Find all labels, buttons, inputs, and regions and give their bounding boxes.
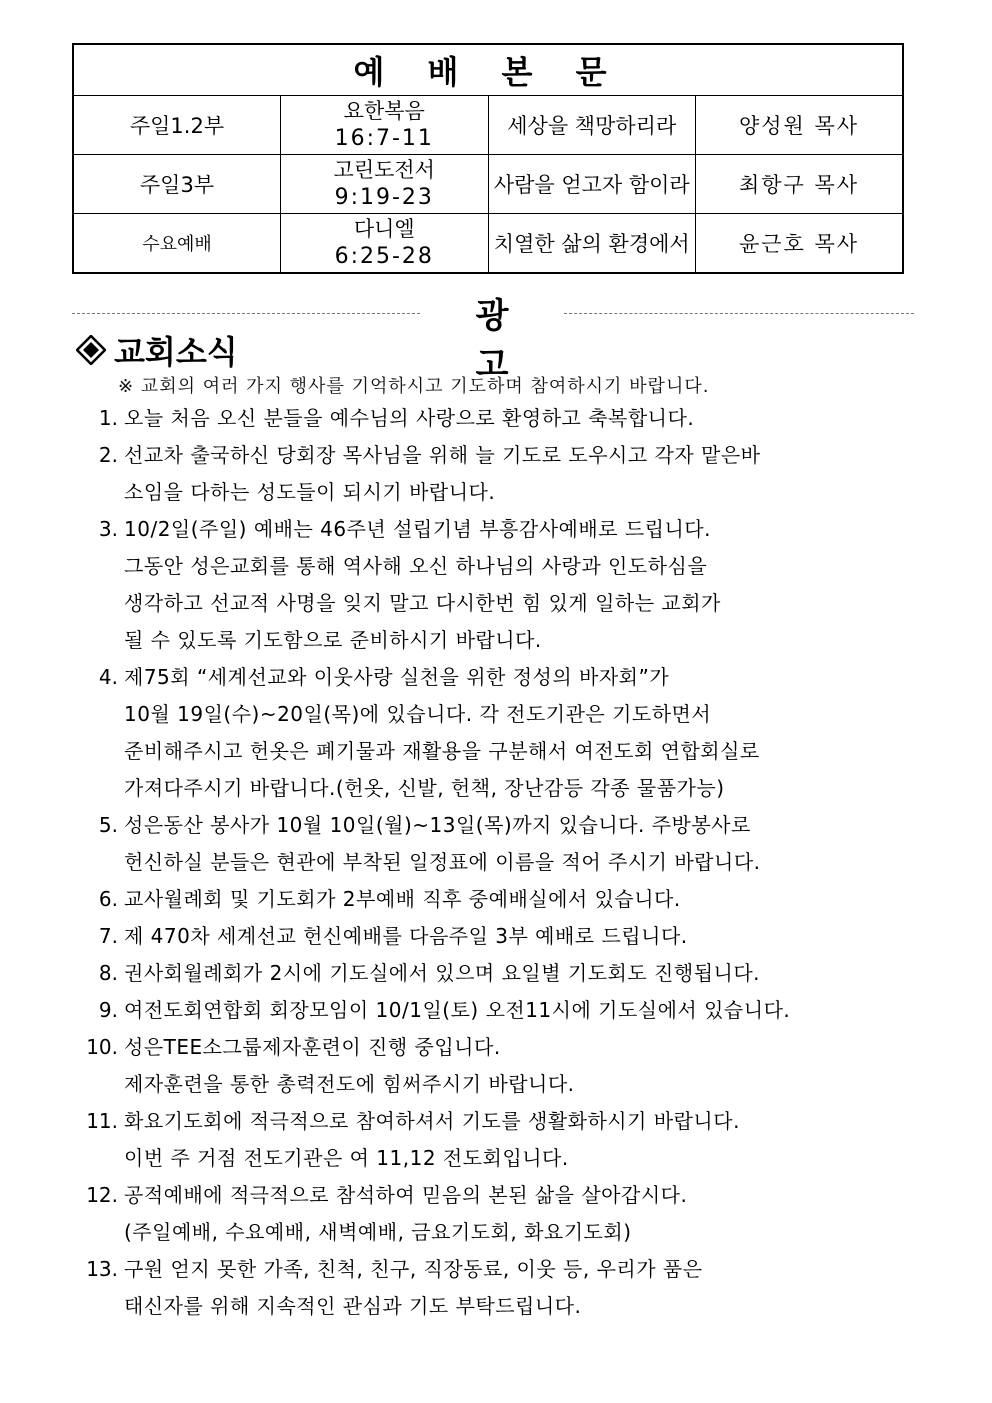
item-line: 성은동산 봉사가 10월 10일(월)~13일(목)까지 있습니다. 주방봉사로 [124,813,751,837]
item-number: 6. [98,887,118,911]
list-item [76,807,926,881]
list-item [76,992,926,1029]
scripture-ref [281,155,489,214]
sermon-table [72,43,904,274]
sermon-theme: 치열한 삶의 환경에서 [488,214,696,274]
item-number: 4. [98,665,118,689]
item-number: 2. [98,443,118,467]
preacher: 양성원 목사 [696,96,904,155]
item-line: 제75회 “세계선교와 이웃사랑 실천을 위한 정성의 바자회”가 [124,665,670,689]
list-item [76,1177,926,1251]
scripture-verse: 9:19-23 [334,185,434,210]
list-item [76,1103,926,1177]
list-item [76,955,926,992]
item-line: 성은TEE소그룹제자훈련이 진행 중입니다. [124,1035,501,1059]
section-title: 교회소식 [114,333,238,371]
item-line: 권사회월례회가 2시에 기도실에서 있으며 요일별 기도회도 진행됩니다. [124,961,761,985]
sermon-row [73,155,903,214]
item-line: 공적예배에 적극적으로 참석하여 믿음의 본된 삶을 살아갑시다. [124,1183,688,1207]
item-line: 구원 얻지 못한 가족, 친척, 친구, 직장동료, 이웃 등, 우리가 품은 [124,1257,703,1281]
item-line: 태신자를 위해 지속적인 관심과 기도 부탁드립니다. [124,1294,582,1318]
section-note: ※ 교회의 여러 가지 행사를 기억하시고 기도하며 참여하시기 바랍니다. [118,376,710,397]
item-number: 7. [98,924,118,948]
preacher: 최항구 목사 [696,155,904,214]
item-line: 제자훈련을 통한 총력전도에 힘써주시기 바랍니다. [124,1072,575,1096]
item-line: 그동안 성은교회를 통해 역사해 오신 하나님의 사랑과 인도하심을 [124,554,708,578]
item-number: 10. [86,1035,118,1059]
sermon-row [73,214,903,274]
scripture-book: 고린도전서 [333,158,435,182]
item-line: 가져다주시기 바랍니다.(헌옷, 신발, 헌책, 장난감등 각종 물품가능) [124,776,725,800]
item-line: 될 수 있도록 기도함으로 준비하시기 바랍니다. [124,628,542,652]
item-line: 헌신하실 분들은 현관에 부착된 일정표에 이름을 적어 주시기 바랍니다. [124,850,761,874]
diamond-bullet-icon [76,335,106,365]
item-line: 선교차 출국하신 당회장 목사님을 위해 늘 기도로 도우시고 각자 맡은바 [124,443,761,467]
list-item [76,918,926,955]
scripture-ref [281,214,489,274]
item-line: (주일예배, 수요예배, 새벽예배, 금요기도회, 화요기도회) [124,1220,632,1244]
item-number: 8. [98,961,118,985]
list-item [76,1251,926,1325]
item-line: 제 470차 세계선교 헌신예배를 다음주일 3부 예배로 드립니다. [124,924,688,948]
item-number: 11. [86,1109,118,1133]
preacher: 윤근호 목사 [696,214,904,274]
item-line: 소임을 다하는 성도들이 되시기 바랍니다. [124,480,496,504]
item-line: 준비해주시고 헌옷은 폐기물과 재활용을 구분해서 여전도회 연합회실로 [124,739,760,763]
scripture-verse: 6:25-28 [334,244,434,269]
sermon-table-title: 예 배 본 문 [73,44,903,96]
item-number: 12. [86,1183,118,1207]
sermon-theme: 세상을 책망하리라 [488,96,696,155]
dashed-rule-right [564,313,914,314]
item-line: 이번 주 거점 전도기관은 여 11,12 전도회입니다. [124,1146,569,1170]
item-number: 1. [98,406,118,430]
item-number: 9. [98,998,118,1022]
sermon-row [73,96,903,155]
item-line: 여전도회연합회 회장모임이 10/1일(토) 오전11시에 기도실에서 있습니다. [124,998,791,1022]
list-item [76,437,926,511]
dashed-rule-left [72,313,420,314]
list-item [76,659,926,807]
item-number: 13. [86,1257,118,1281]
announcement-title: 광 고 [475,296,545,385]
list-item [76,400,926,437]
list-item [76,1029,926,1103]
scripture-book: 요한복음 [343,99,425,123]
scripture-ref [281,96,489,155]
item-line: 오늘 처음 오신 분들을 예수님의 사랑으로 환영하고 축복합니다. [124,406,695,430]
list-item [76,511,926,659]
scripture-book: 다니엘 [353,217,415,241]
item-line: 10/2일(주일) 예배는 46주년 설립기념 부흥감사예배로 드립니다. [124,517,711,541]
service-name: 수요예배 [73,214,281,274]
service-name: 주일1.2부 [73,96,281,155]
item-line: 화요기도회에 적극적으로 참여하셔서 기도를 생활화하시기 바랍니다. [124,1109,740,1133]
sermon-theme: 사람을 얻고자 함이라 [488,155,696,214]
section-heading [76,327,238,373]
scripture-verse: 16:7-11 [334,126,434,151]
item-number: 5. [98,813,118,837]
announcement-list [76,400,926,1325]
item-line: 생각하고 선교적 사명을 잊지 말고 다시한번 힘 있게 일하는 교회가 [124,591,721,615]
service-name: 주일3부 [73,155,281,214]
item-number: 3. [98,517,118,541]
item-line: 교사월례회 및 기도회가 2부예배 직후 중예배실에서 있습니다. [124,887,681,911]
item-line: 10월 19일(수)~20일(목)에 있습니다. 각 전도기관은 기도하면서 [124,702,712,726]
list-item [76,881,926,918]
